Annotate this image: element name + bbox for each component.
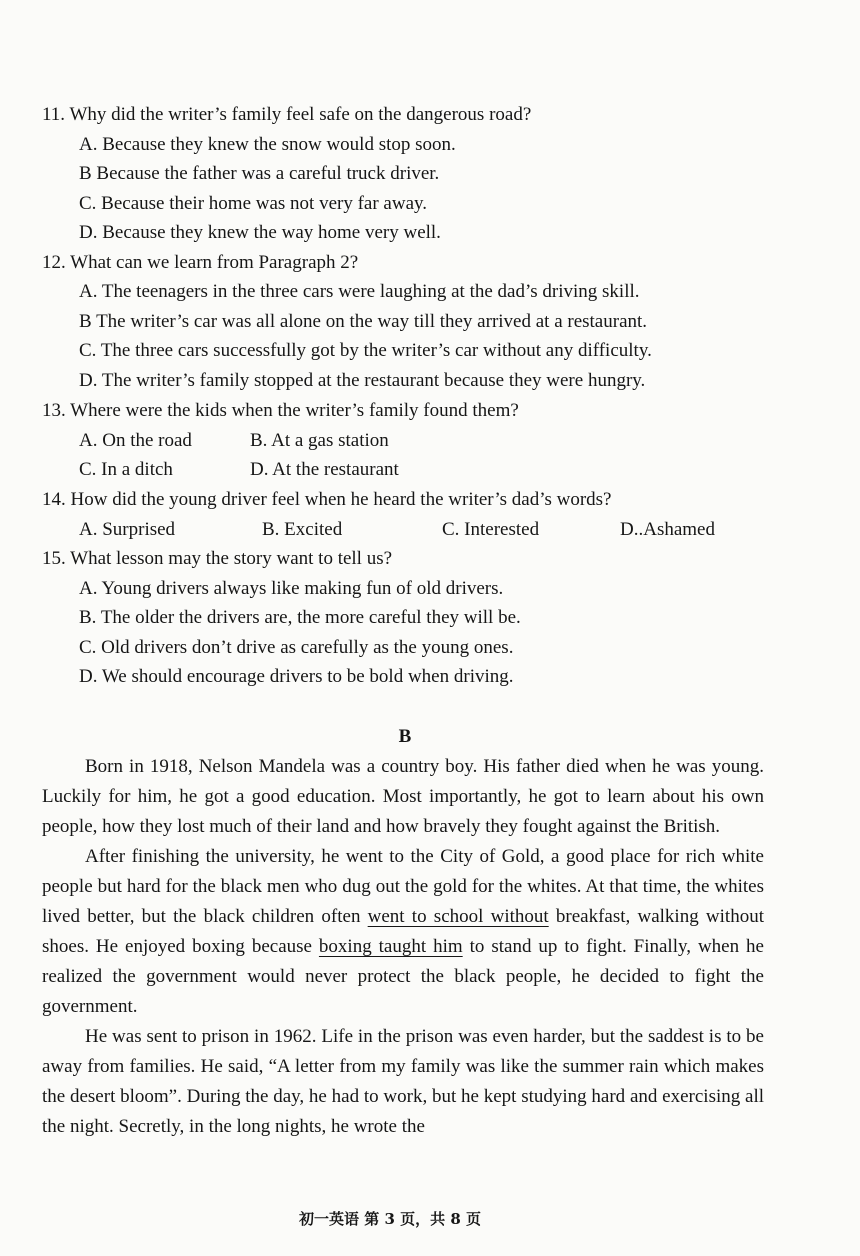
question-12-option-d: D. The writer’s family stopped at the restaurant because they were hungry. (79, 370, 646, 391)
question-15-option-c: C. Old drivers don’t drive as carefully as the young ones. (79, 637, 514, 658)
paragraph-3: He was sent to prison in 1962. Life in the prison was even harder, but the saddest is to be away from families. He said, “A letter from my family was like the summer rain which makes the desert bloom”. During the day, he had to work, but he kept studying hard and exercising all the night. Secretly, in the long nights, he wrote the (42, 1026, 764, 1137)
question-14-option-a: A. Surprised (79, 519, 176, 540)
question-13-option-d: D. At the restaurant (250, 459, 399, 480)
question-13-option-a: A. On the road (79, 430, 192, 451)
question-11-option-c: C. Because their home was not very far away. (79, 193, 428, 214)
question-14: 14. How did the young driver feel when he heard the writer’s dad’s words? (42, 489, 612, 510)
paragraph-2-text-b: breakfast, walking without shoes. He enjoyed boxing because (42, 906, 764, 957)
question-12-option-a: A. The teenagers in the three cars were laughing at the dad’s driving skill. (79, 281, 640, 302)
question-14-option-b: B. Excited (262, 519, 343, 540)
question-15: 15. What lesson may the story want to tell us? (42, 548, 393, 569)
question-15-option-b: B. The older the drivers are, the more careful they will be. (79, 607, 521, 628)
question-13-option-c: C. In a ditch (79, 459, 173, 480)
paragraph-2-text-c: to stand up to fight. Finally, when he realized the government would never protect the black people, he decided to fight the government. (42, 936, 764, 1017)
question-11-option-b: B Because the father was a careful truck driver. (79, 163, 440, 184)
underlined-phrase-1: went to school without (367, 906, 549, 927)
question-12: 12. What can we learn from Paragraph 2? (42, 252, 359, 273)
question-15-option-a: A. Young drivers always like making fun of old drivers. (79, 578, 504, 599)
underlined-phrase-2: boxing taught him (318, 936, 463, 957)
question-13-option-b: B. At a gas station (250, 430, 389, 451)
question-11-option-d: D. Because they knew the way home very well. (79, 222, 441, 243)
passage-body (42, 752, 764, 1142)
page-footer: 初一英语 第 3 页，共 8 页 (299, 1210, 481, 1228)
question-13: 13. Where were the kids when the writer’s family found them? (42, 400, 519, 421)
paragraph-1: Born in 1918, Nelson Mandela was a country boy. His father died when he was young. Luckily for him, he got a good education. Most importantly, he got to learn about his own people, how they lost much of their land and how bravely they fought against the British. (42, 756, 764, 837)
question-11-option-a: A. Because they knew the snow would stop soon. (79, 134, 456, 155)
question-12-option-b: B The writer’s car was all alone on the way till they arrived at a restaurant. (79, 311, 648, 332)
question-14-option-c: C. Interested (442, 519, 540, 540)
passage-title: B (398, 726, 412, 747)
question-12-option-c: C. The three cars successfully got by the writer’s car without any difficulty. (79, 340, 652, 361)
question-14-option-d: D..Ashamed (620, 519, 715, 540)
paragraph-2 (42, 842, 764, 1022)
question-11: 11. Why did the writer’s family feel safe on the dangerous road? (42, 104, 532, 125)
question-15-option-d: D. We should encourage drivers to be bold when driving. (79, 666, 514, 687)
paragraph-2-text-a: After finishing the university, he went to the City of Gold, a good place for rich white people but hard for the black men who dug out the gold for the whites. At that time, the whites lived better, but the black children often (42, 846, 764, 927)
